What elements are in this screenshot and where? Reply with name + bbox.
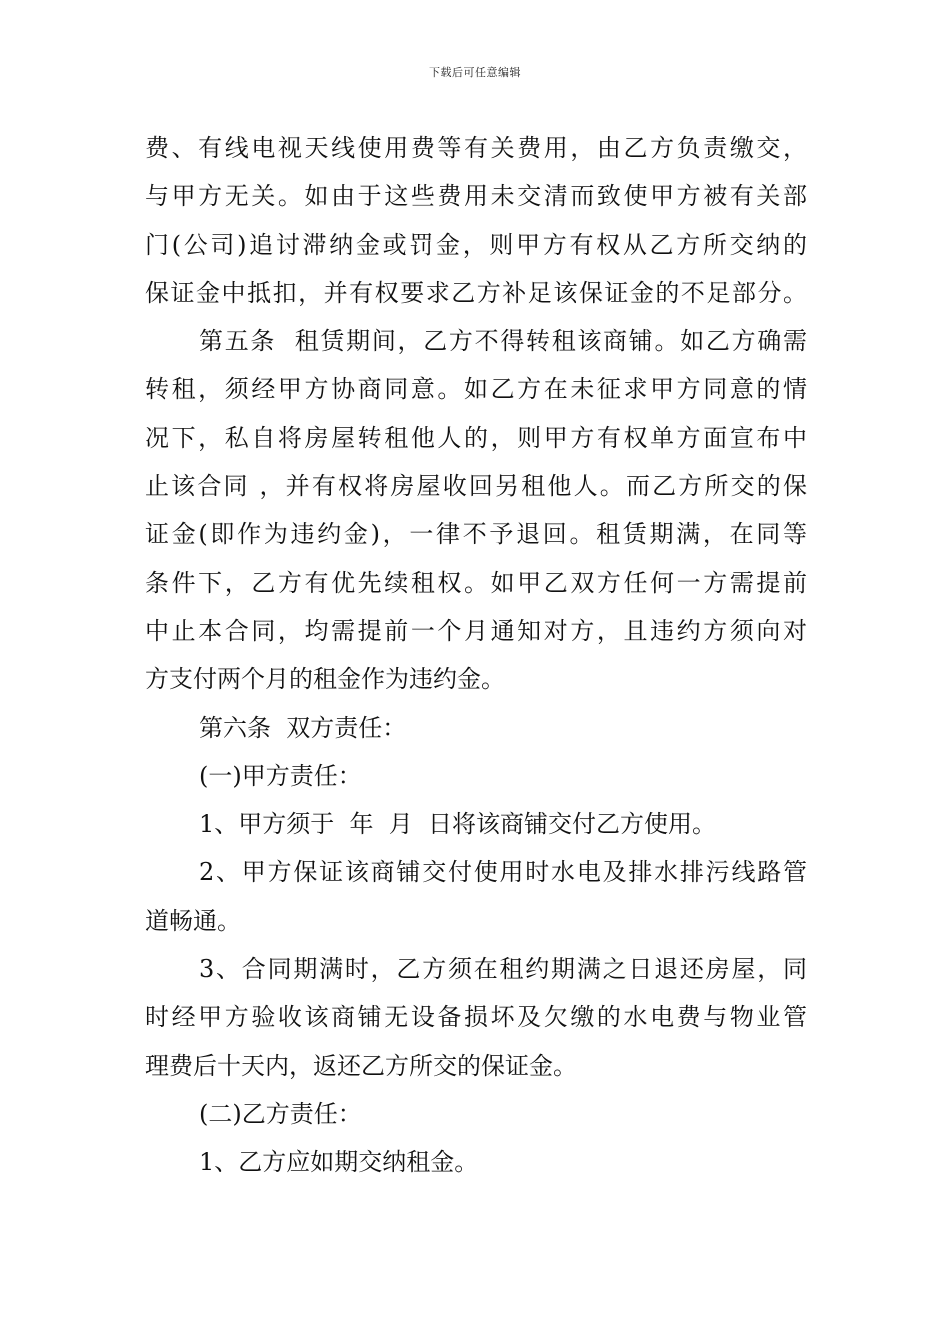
party-b-heading: (二)乙方责任： [199,1099,362,1128]
document-body [145,124,807,1187]
text-line: 况下，私自将房屋转租他人的，则甲方有权单方面宣布中 [145,423,807,452]
text-line: 理费后十天内，返还乙方所交的保证金。 [145,1051,577,1080]
party-b-item-1: 1、乙方应如期交纳租金。 [199,1148,479,1177]
text-line: 保证金中抵扣，并有权要求乙方补足该保证金的不足部分。 [145,278,807,307]
text-line: 中止本合同，均需提前一个月通知对方，且违约方须向对 [145,616,807,645]
text-line: 证金(即作为违约金)，一律不予退回。租赁期满，在同等 [145,520,807,549]
text-line: 道畅通。 [145,906,241,935]
text-line: 方支付两个月的租金作为违约金。 [145,665,505,694]
article-5-heading-line: 第五条 租赁期间，乙方不得转租该商铺。如乙方确需 [199,327,807,356]
text-line: 时经甲方验收该商铺无设备损坏及欠缴的水电费与物业管 [145,1003,807,1032]
text-line: 转租，须经甲方协商同意。如乙方在未征求甲方同意的情 [145,375,807,404]
party-a-item-3: 3、合同期满时，乙方须在租约期满之日退还房屋，同 [199,955,807,984]
party-a-heading: (一)甲方责任： [199,761,362,790]
page-header: 下载后可任意编辑 [429,66,521,79]
text-line: 费、有线电视天线使用费等有关费用，由乙方负责缴交， [145,134,807,162]
text-line: 与甲方无关。如由于这些费用未交清而致使甲方被有关部 [145,182,807,211]
text-line: 条件下，乙方有优先续租权。如甲乙双方任何一方需提前 [145,568,807,597]
party-a-item-1: 1、甲方须于 年 月 日将该商铺交付乙方使用。 [199,810,717,839]
article-6-heading: 第六条 双方责任： [199,713,407,742]
text-line: 止该合同 ，并有权将房屋收回另租他人。而乙方所交的保 [145,472,807,501]
text-line: 门(公司)追讨滞纳金或罚金，则甲方有权从乙方所交纳的 [145,230,807,259]
party-a-item-2: 2、甲方保证该商铺交付使用时水电及排水排污线路管 [199,858,807,887]
